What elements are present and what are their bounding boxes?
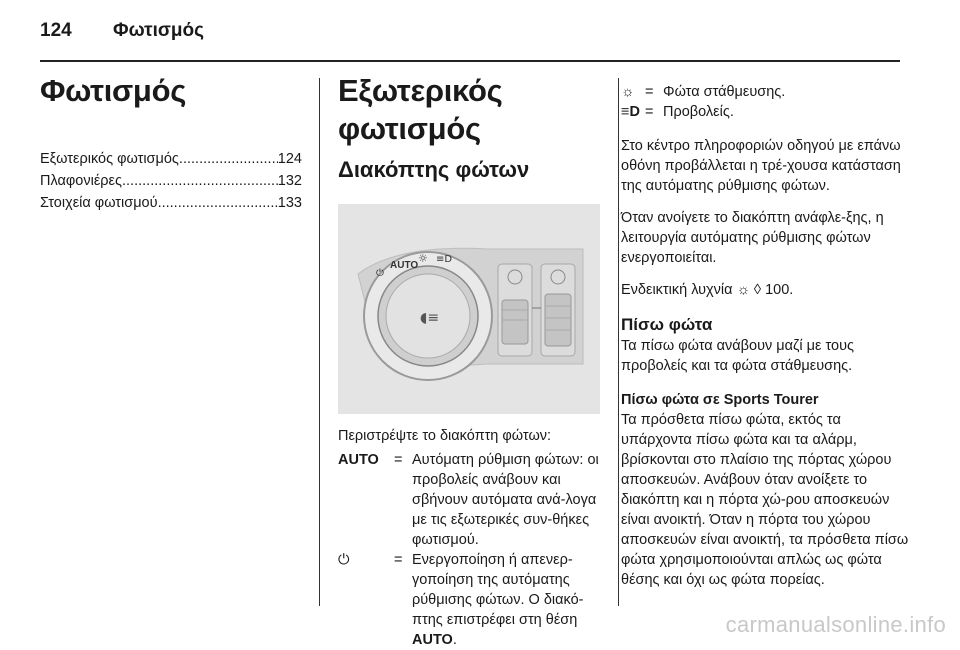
headlight-icon: ≡D	[621, 104, 640, 120]
definition-list	[338, 450, 602, 650]
definition-text: Φώτα στάθμευσης.	[663, 84, 786, 100]
definition-power	[338, 550, 602, 650]
toc-entry-page: 133	[277, 195, 302, 211]
header-rule	[40, 60, 900, 62]
toc-entry-title: Στοιχεία φωτισμού	[40, 195, 158, 211]
rear-lights-heading: Πίσω φώτα	[621, 315, 713, 334]
definition-text: Προβολείς.	[663, 104, 734, 120]
parking-light-icon: ☼	[736, 282, 750, 298]
light-switch-illustration	[338, 204, 600, 414]
toc-entry[interactable]	[40, 170, 302, 192]
toc-leader	[179, 148, 278, 170]
parking-light-icon: ☼	[621, 84, 635, 100]
column-divider-2	[618, 78, 619, 606]
sports-tourer-heading: Πίσω φώτα σε Sports Tourer	[621, 392, 819, 408]
power-icon: ⏻	[338, 552, 350, 568]
toc-entry-page: 132	[277, 173, 302, 189]
definition-key: AUTO	[338, 452, 379, 468]
paragraph-rear-lights: Τα πίσω φώτα ανάβουν μαζί με τους προβολείς και τα φώτα στάθμευσης.	[621, 338, 855, 374]
toc-entry-title: Εξωτερικός φωτισμός	[40, 151, 179, 167]
definition-equals: =	[394, 552, 403, 568]
definition-body: Ενεργοποίηση ή απενερ-γοποίηση της αυτόματης ρύθμισης φώτων. Ο διακό-πτης επιστρέφει στη θέση	[412, 552, 584, 628]
definition-parking	[621, 82, 911, 102]
page-number: 124	[40, 20, 72, 41]
definition-equals: =	[394, 452, 403, 468]
page-reference-link[interactable]: ◊ 100.	[753, 282, 794, 298]
running-header: Φωτισμός	[113, 20, 204, 41]
definition-auto-ref: AUTO	[412, 632, 453, 648]
paragraph-sports-tourer: Τα πρόσθετα πίσω φώτα, εκτός τα υπάρχοντα πίσω φώτα και τα αλάρμ, βρίσκονται στο πλαίσιο της πόρτας χώρου αποσκευών. Ανάβουν όταν ανοίξετε το διακόπτη και η πόρτα χώ-ρου αποσκευών είναι ανοικτή. Όταν η πόρτα του χώρου αποσκευών είναι ανοικτή, τα πρόσθετα πίσω φώτα χρησιμοποιούνται απλώς ως φώτα θέσης και όχι ως φώτα πορείας.	[621, 412, 909, 588]
definition-equals: =	[645, 84, 654, 100]
definition-auto	[338, 450, 602, 550]
light-switch-column	[338, 72, 602, 650]
details-column	[621, 82, 911, 590]
toc-column	[40, 72, 302, 214]
subsection-title: Διακόπτης φώτων	[338, 157, 530, 182]
definition-headlight	[621, 102, 911, 122]
section-title: Εξωτερικός φωτισμός	[338, 73, 503, 146]
paragraph-ignition: Όταν ανοίγετε το διακόπτη ανάφλε-ξης, η λειτουργία αυτόματης ρύθμισης φώτων ενεργοποιείται.	[621, 210, 884, 266]
indicator-text: Ενδεικτική λυχνία	[621, 282, 733, 298]
intro-text: Περιστρέψτε το διακόπτη φώτων:	[338, 428, 552, 444]
paragraph-dic: Στο κέντρο πληροφοριών οδηγού με επάνω οθόνη προβάλλεται η τρέ-χουσα κατάσταση της αυτόματης ρύθμισης φώτων.	[621, 138, 901, 194]
watermark: carmanualsonline.info	[725, 612, 946, 637]
light-switch-figure	[338, 204, 600, 414]
chapter-title: Φωτισμός	[40, 73, 187, 108]
definition-text: Αυτόματη ρύθμιση φώτων: οι προβολείς ανάβουν και σβήνουν αυτόματα ανά-λογα με τις εξωτερικές συν-θήκες φωτισμού.	[412, 452, 599, 548]
figure-power-icon: ⏻	[376, 268, 384, 279]
figure-headlight-icon: ≡D	[436, 254, 453, 265]
toc-entry[interactable]	[40, 148, 302, 170]
definition-text	[412, 550, 602, 650]
table-of-contents	[40, 148, 302, 214]
toc-leader	[158, 192, 278, 214]
figure-parking-icon: ☼	[418, 252, 428, 265]
toc-entry[interactable]	[40, 192, 302, 214]
paragraph-indicator	[621, 280, 911, 300]
figure-auto-label: AUTO	[390, 260, 419, 271]
toc-leader	[122, 170, 278, 192]
toc-entry-title: Πλαφονιέρες	[40, 173, 122, 189]
definition-period: .	[452, 632, 457, 648]
figure-fog-icon: ◖≡	[420, 310, 440, 326]
column-divider-1	[319, 78, 320, 606]
toc-entry-page: 124	[277, 151, 302, 167]
definition-equals: =	[645, 104, 654, 120]
